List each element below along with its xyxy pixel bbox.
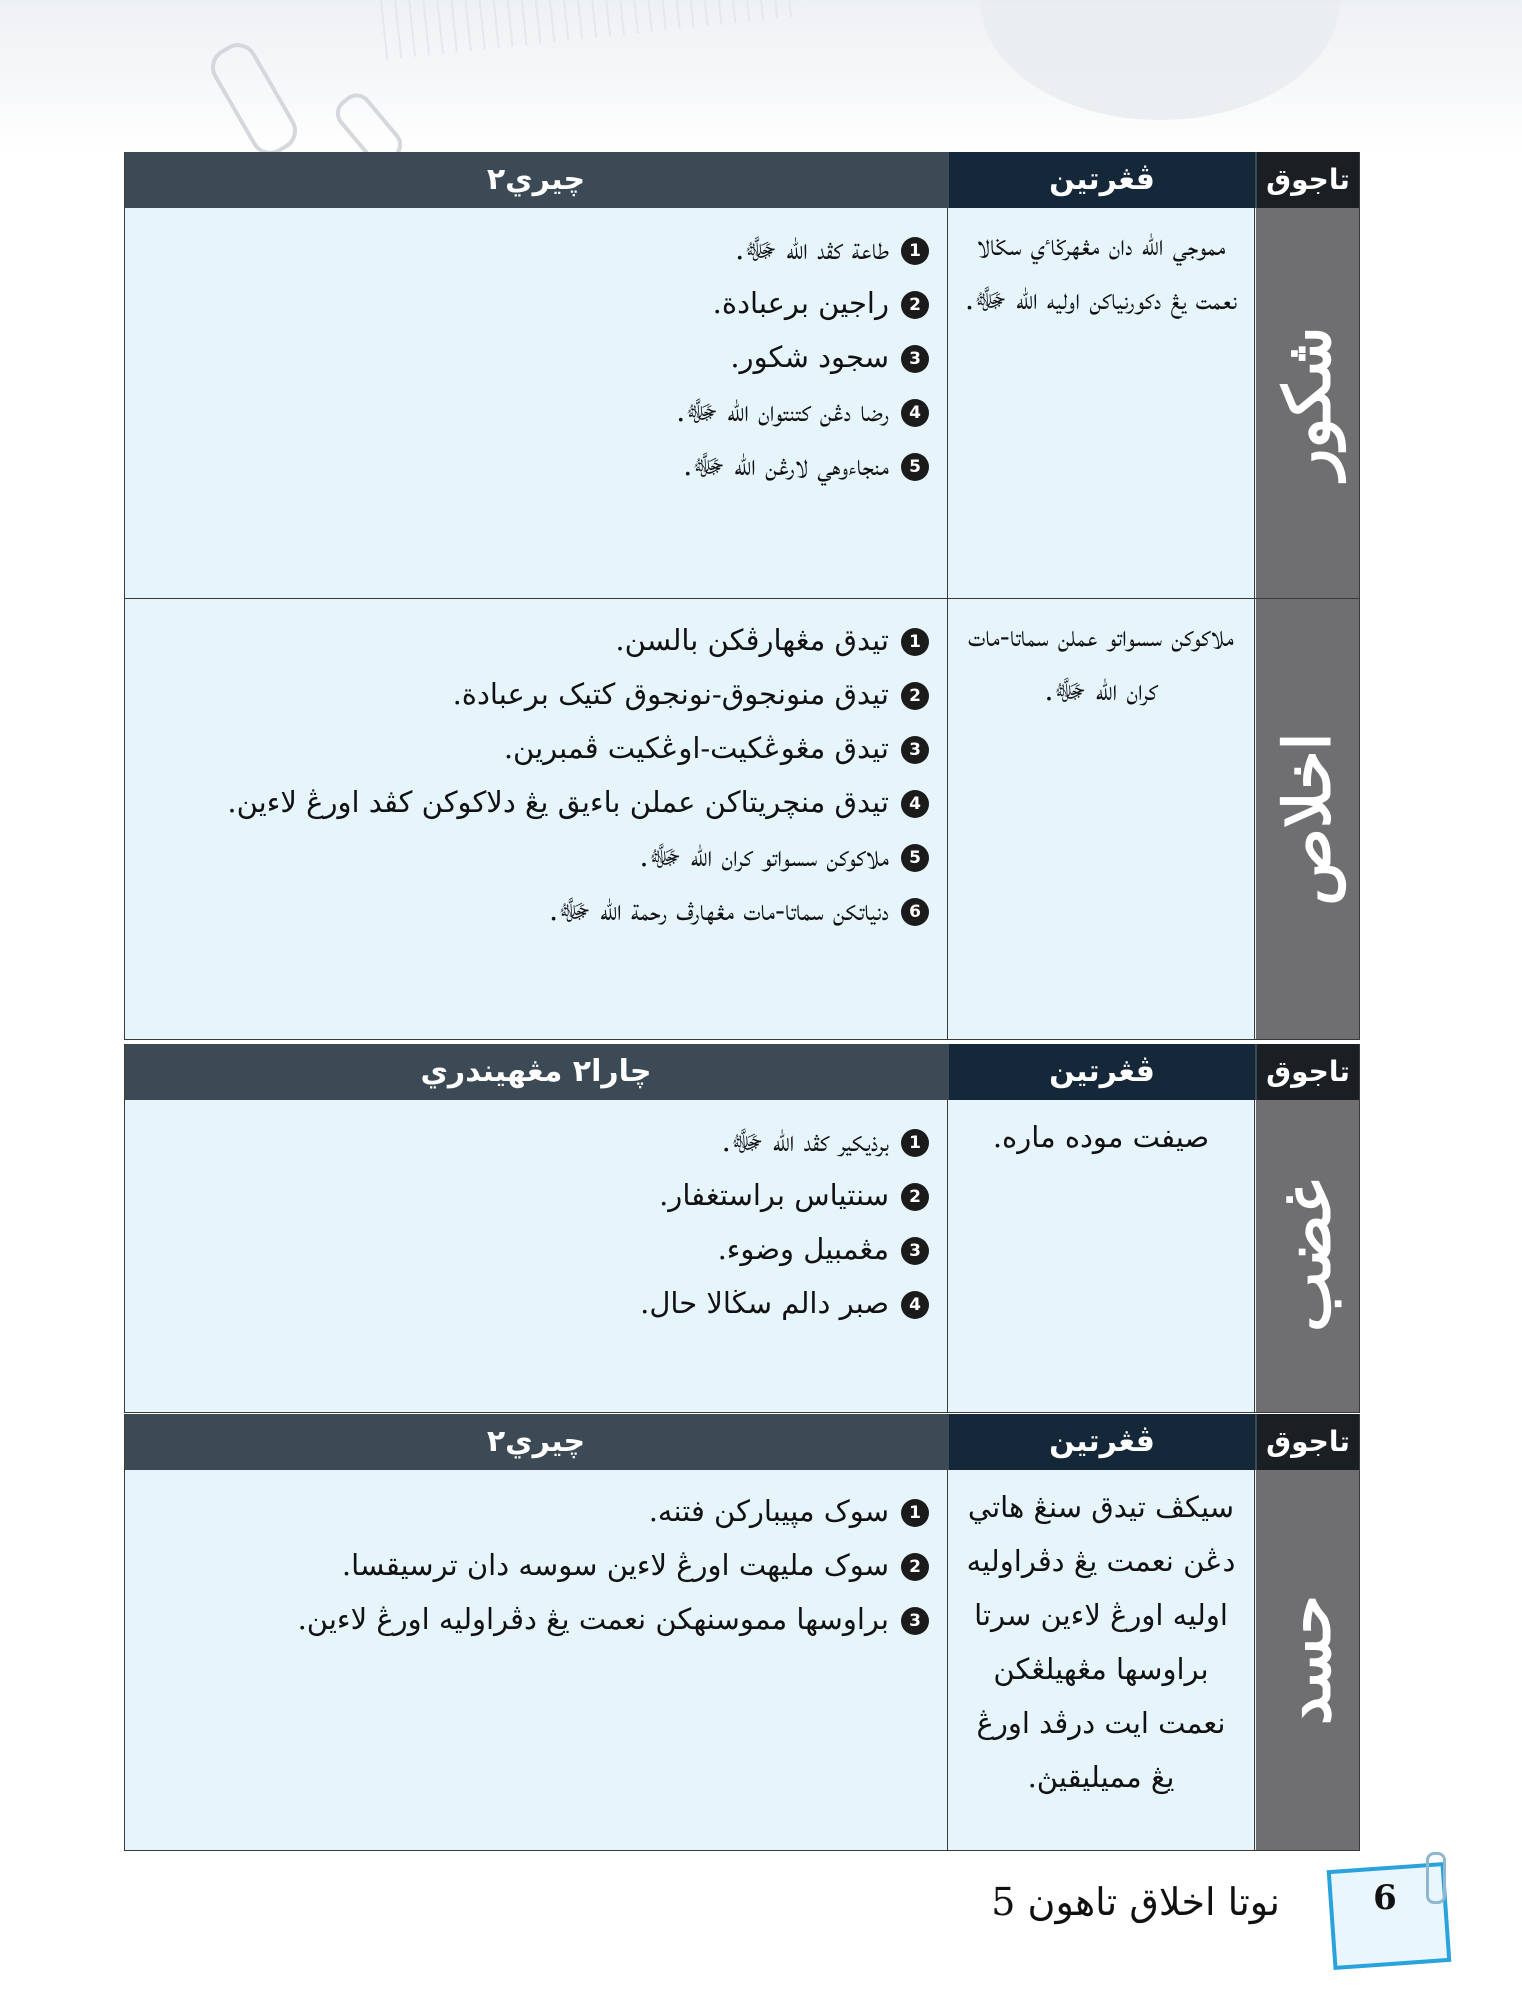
header-topic: تاجوق	[1257, 152, 1359, 208]
item-text: رضا دڠن كتنتوان الله ﷻ.	[676, 394, 889, 428]
list-item	[227, 613, 929, 667]
item-text: راجين برعبادة.	[712, 286, 889, 320]
item-list	[298, 1470, 947, 1646]
number-badge: 2	[901, 291, 929, 319]
list-item	[227, 829, 929, 883]
item-text: سوک مليهت اورڠ لاءين سوسه دان ترسيقسا.	[341, 1548, 889, 1582]
table-block-1	[124, 152, 1360, 1040]
content-cell	[125, 208, 947, 598]
list-item	[676, 222, 929, 276]
topic-label: حسد	[1270, 1594, 1345, 1726]
topic-label: اخلاص	[1270, 732, 1345, 906]
number-badge: 5	[901, 453, 929, 481]
topic-label: غضب	[1270, 1180, 1345, 1332]
table-header	[125, 152, 1359, 208]
list-item	[640, 1222, 929, 1276]
number-badge: 5	[901, 844, 929, 872]
list-item	[298, 1592, 929, 1646]
page-number-badge	[1320, 1862, 1450, 1962]
list-item	[227, 883, 929, 937]
definition-cell: سيكڤ تيدق سنڠ هاتي دڠن نعمت يڠ دڤراوليه اوليه اورڠ لاءين سرتا براوسها مڠهيلڠكن نعمت ايت درڤد اورڠ يڠ مميليقيڽ.	[947, 1470, 1255, 1850]
list-item	[227, 667, 929, 721]
header-topic: تاجوق	[1257, 1414, 1359, 1470]
book-title: نوتا اخلاق تاهون 5	[991, 1880, 1280, 1924]
item-list	[640, 1100, 947, 1330]
list-item	[640, 1168, 929, 1222]
list-item	[298, 1538, 929, 1592]
definition-cell: مموجي الله دان مڠهرڬاٴي سڬالا نعمت يڠ دكورنياكن اوليه الله ﷻ.	[947, 208, 1255, 598]
list-item	[227, 775, 929, 829]
item-text: براوسها مموسنهكن نعمت يڠ دڤراوليه اورڠ لاءين.	[297, 1602, 889, 1636]
number-badge: 4	[901, 1291, 929, 1319]
table-row	[125, 1470, 1359, 1851]
number-badge: 2	[901, 1183, 929, 1211]
item-text: تيدق منونجوق-نونجوق كتيک برعبادة.	[452, 677, 889, 711]
number-badge: 1	[901, 237, 929, 265]
item-text: تيدق مڠوڠكيت-اوڠكيت ڤمبرين.	[503, 731, 889, 765]
header-topic: تاجوق	[1257, 1044, 1359, 1100]
number-badge: 4	[901, 790, 929, 818]
item-text: سنتياس براستغفار.	[659, 1178, 889, 1212]
list-item	[227, 721, 929, 775]
header-definition: ڤڠرتين	[949, 1414, 1255, 1470]
list-item	[676, 276, 929, 330]
content-cell	[125, 599, 947, 1039]
list-item	[640, 1114, 929, 1168]
topic-cell	[1256, 208, 1359, 598]
number-badge: 2	[901, 1553, 929, 1581]
number-badge: 4	[901, 399, 929, 427]
item-text: سوک مپيباركن فتنه.	[648, 1494, 889, 1528]
number-badge: 1	[901, 628, 929, 656]
item-text: تيدق منچريتاكن عملن باءيق يڠ دلاكوكن كڤد اورڠ لاءين.	[227, 785, 889, 819]
table-header	[125, 1414, 1359, 1470]
item-list	[227, 599, 947, 937]
header-content: چيري٢	[486, 162, 586, 197]
header-content: چارا٢ مڠهيندري	[420, 1054, 652, 1089]
item-text: سجود شكور.	[730, 340, 889, 374]
header-definition: ڤڠرتين	[949, 152, 1255, 208]
list-item	[676, 330, 929, 384]
number-badge: 3	[901, 345, 929, 373]
number-badge: 1	[901, 1499, 929, 1527]
list-item	[676, 438, 929, 492]
content-cell	[125, 1470, 947, 1850]
topic-cell	[1256, 1100, 1359, 1412]
number-badge: 6	[901, 898, 929, 926]
list-item	[298, 1484, 929, 1538]
page-number: 6	[1373, 1878, 1397, 1918]
item-list	[676, 208, 947, 492]
item-text: مڠمبيل وضوء.	[717, 1232, 889, 1266]
table-row	[125, 208, 1359, 599]
list-item	[676, 384, 929, 438]
number-badge: 1	[901, 1129, 929, 1157]
number-badge: 3	[901, 1607, 929, 1635]
item-text: صبر دالم سڬالا حال.	[640, 1286, 889, 1320]
number-badge: 3	[901, 1237, 929, 1265]
topic-label: شكور	[1270, 326, 1345, 480]
table-header	[125, 1044, 1359, 1100]
topic-cell	[1256, 1470, 1359, 1850]
table-row	[125, 599, 1359, 1040]
item-text: ملاكوكن سسواتو كران الله ﷻ.	[639, 839, 889, 873]
table-row	[125, 1100, 1359, 1413]
table-block-2	[124, 1044, 1360, 1413]
item-text: منجاءوهي لارڠن الله ﷻ.	[683, 448, 889, 482]
definition-cell: ملاكوكن سسواتو عملن سماتا-مات كران الله ﷻ.	[947, 599, 1255, 1039]
list-item	[640, 1276, 929, 1330]
item-text: دنياتكن سماتا-مات مڠهارڤ رحمة الله ﷻ.	[548, 893, 889, 927]
number-badge: 2	[901, 682, 929, 710]
definition-cell: صيفت موده ماره.	[947, 1100, 1255, 1412]
item-text: طاعة كڤد الله ﷻ.	[735, 232, 889, 266]
header-content: چيري٢	[486, 1424, 586, 1459]
item-text: تيدق مڠهارڤكن بالسن.	[615, 623, 889, 657]
header-definition: ڤڠرتين	[949, 1044, 1255, 1100]
number-badge: 3	[901, 736, 929, 764]
content-cell	[125, 1100, 947, 1412]
topic-cell	[1256, 599, 1359, 1039]
table-block-3	[124, 1414, 1360, 1851]
item-text: برذيكير كڤد الله ﷻ.	[721, 1124, 889, 1158]
